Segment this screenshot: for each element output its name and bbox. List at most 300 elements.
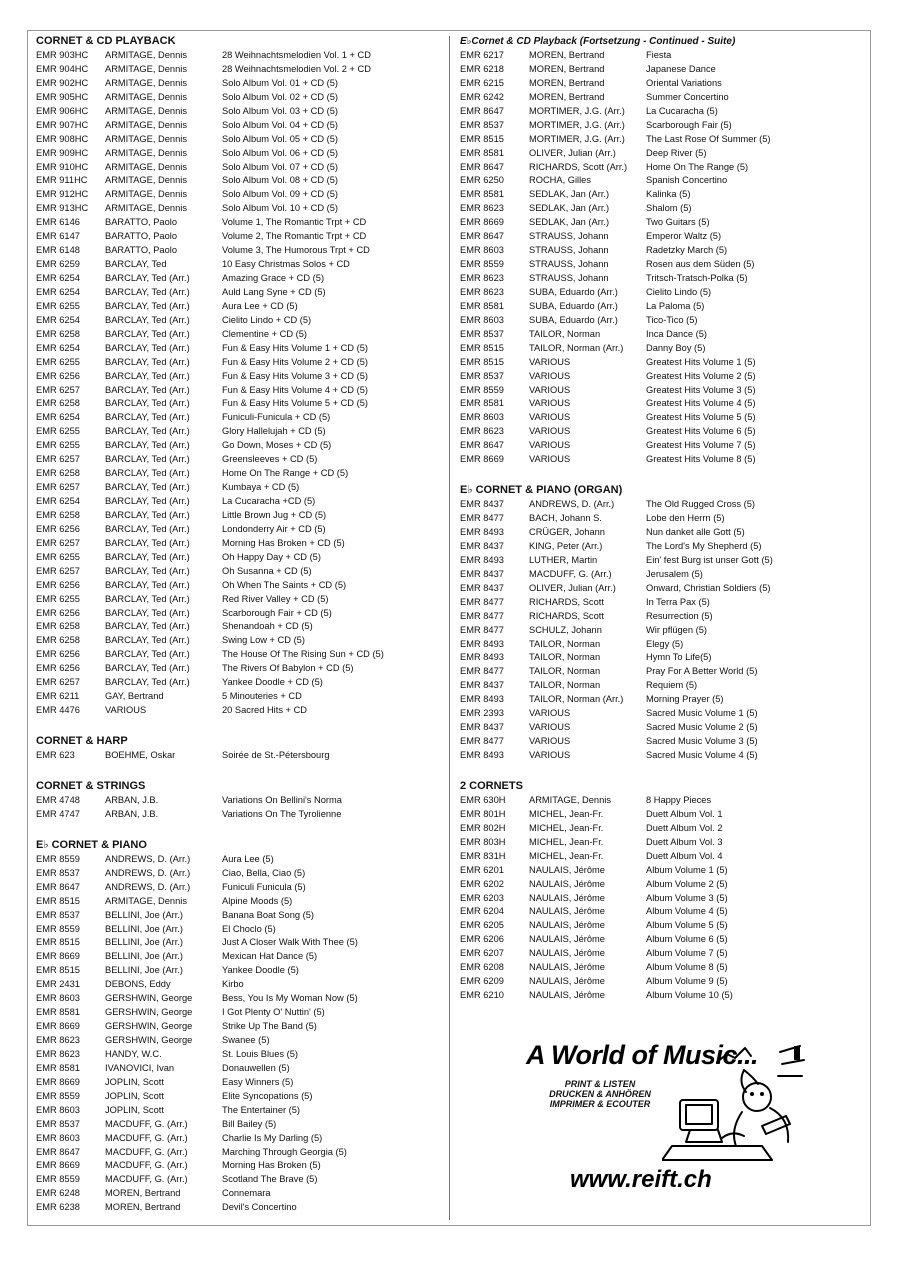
catalog-number: EMR 8437 bbox=[460, 582, 504, 593]
composer: MACDUFF, G. (Arr.) bbox=[105, 1160, 188, 1171]
catalog-row bbox=[460, 133, 868, 147]
work-title: Cielito Lindo (5) bbox=[646, 286, 712, 297]
work-title: Solo Album Vol. 04 + CD (5) bbox=[222, 119, 339, 130]
work-title: Bess, You Is My Woman Now (5) bbox=[222, 993, 358, 1004]
catalog-number: EMR 902HC bbox=[36, 77, 89, 88]
catalog-number: EMR 910HC bbox=[36, 161, 89, 172]
catalog-number: EMR 623 bbox=[36, 750, 75, 760]
composer: NAULAIS, Jérôme bbox=[529, 948, 605, 959]
composer: MICHEL, Jean-Fr. bbox=[529, 808, 604, 819]
catalog-number: EMR 4747 bbox=[36, 808, 80, 819]
catalog-number: EMR 8559 bbox=[460, 384, 504, 395]
catalog-row bbox=[36, 909, 444, 923]
catalog-number: EMR 6205 bbox=[460, 920, 504, 931]
work-title: The Old Rugged Cross (5) bbox=[646, 499, 756, 510]
work-title: Pray For A Better World (5) bbox=[646, 666, 758, 677]
catalog-row bbox=[460, 651, 868, 665]
section-title: E♭Cornet & CD Playback (Fortsetzung - Continued - Suite) bbox=[460, 36, 736, 47]
composer: VARIOUS bbox=[529, 708, 571, 719]
catalog-number: EMR 8477 bbox=[460, 596, 504, 607]
catalog-number: EMR 801H bbox=[460, 808, 506, 819]
catalog-row bbox=[36, 551, 444, 565]
work-title: Resurrection (5) bbox=[646, 610, 713, 621]
catalog-number: EMR 8477 bbox=[460, 513, 504, 524]
work-title: Danny Boy (5) bbox=[646, 342, 706, 353]
composer: VARIOUS bbox=[529, 426, 571, 437]
work-title: Funiculi Funicula (5) bbox=[222, 881, 306, 892]
catalog-number: EMR 6256 bbox=[36, 523, 80, 534]
column-divider bbox=[449, 36, 450, 1220]
catalog-number: EMR 8623 bbox=[460, 203, 504, 214]
catalog-row bbox=[36, 648, 444, 662]
catalog-row bbox=[460, 850, 868, 864]
composer: RICHARDS, Scott bbox=[529, 610, 604, 621]
catalog-row bbox=[36, 537, 444, 551]
logo-headline: A World of Music... bbox=[526, 1040, 758, 1070]
catalog-number: EMR 6218 bbox=[460, 63, 504, 74]
work-title: Sacred Music Volume 1 (5) bbox=[646, 708, 758, 719]
work-title: Japanese Dance bbox=[646, 63, 716, 74]
catalog-number: EMR 6204 bbox=[460, 906, 504, 917]
catalog-row bbox=[36, 1118, 444, 1132]
catalog-row bbox=[36, 63, 444, 77]
catalog-row bbox=[460, 498, 868, 512]
work-title: The Rivers Of Babylon + CD (5) bbox=[222, 663, 354, 674]
composer: BARCLAY, Ted (Arr.) bbox=[105, 370, 190, 381]
catalog-row bbox=[460, 49, 868, 63]
work-title: I Got Plenty O' Nuttin' (5) bbox=[222, 1007, 325, 1018]
catalog-row bbox=[36, 690, 444, 704]
composer: ARMITAGE, Dennis bbox=[105, 133, 187, 144]
composer: VARIOUS bbox=[529, 412, 571, 423]
catalog-row bbox=[36, 300, 444, 314]
catalog-number: EMR 6257 bbox=[36, 537, 80, 548]
catalog-number: EMR 8647 bbox=[36, 881, 80, 892]
work-title: Album Volume 1 (5) bbox=[646, 864, 728, 875]
work-title: Fiesta bbox=[646, 50, 672, 60]
work-title: Album Volume 6 (5) bbox=[646, 934, 728, 945]
catalog-number: EMR 8581 bbox=[460, 147, 504, 158]
catalog-row bbox=[36, 439, 444, 453]
work-title: Morning Has Broken + CD (5) bbox=[222, 537, 345, 548]
composer: BARCLAY, Ted (Arr.) bbox=[105, 551, 190, 562]
catalog-row bbox=[36, 356, 444, 370]
catalog-number: EMR 6211 bbox=[36, 691, 80, 702]
catalog-number: EMR 630H bbox=[460, 794, 506, 805]
catalog-number: EMR 8515 bbox=[36, 965, 80, 976]
catalog-row bbox=[460, 91, 868, 105]
catalog-number: EMR 8603 bbox=[36, 1132, 80, 1143]
catalog-number: EMR 6217 bbox=[460, 50, 504, 60]
catalog-number: EMR 6254 bbox=[36, 496, 80, 506]
section-title: 2 CORNETS bbox=[460, 779, 523, 792]
work-title: Fun & Easy Hits Volume 3 + CD (5) bbox=[222, 370, 368, 381]
catalog-number: EMR 6147 bbox=[36, 231, 80, 242]
work-title: Ciao, Bella, Ciao (5) bbox=[222, 867, 306, 878]
composer: ARMITAGE, Dennis bbox=[105, 203, 187, 214]
catalog-number: EMR 8669 bbox=[36, 1021, 80, 1032]
work-title: Hymn To Life(5) bbox=[646, 652, 712, 663]
catalog-row bbox=[460, 836, 868, 850]
catalog-number: EMR 6250 bbox=[460, 175, 504, 186]
section-title: CORNET & STRINGS bbox=[36, 779, 146, 792]
catalog-number: EMR 6258 bbox=[36, 635, 80, 646]
catalog-row bbox=[460, 216, 868, 230]
catalog-number: EMR 8647 bbox=[460, 231, 504, 242]
composer: TAILOR, Norman bbox=[529, 328, 601, 339]
catalog-number: EMR 6257 bbox=[36, 565, 80, 576]
catalog-row bbox=[460, 300, 868, 314]
work-title: Swing Low + CD (5) bbox=[222, 635, 305, 646]
work-title: Spanish Concertino bbox=[646, 175, 728, 186]
composer: BARCLAY, Ted (Arr.) bbox=[105, 314, 190, 325]
catalog-row bbox=[460, 174, 868, 188]
catalog-number: EMR 6215 bbox=[460, 77, 504, 88]
work-title: Elegy (5) bbox=[646, 638, 684, 649]
work-title: Duett Album Vol. 1 bbox=[646, 808, 723, 819]
catalog-row bbox=[460, 679, 868, 693]
logo-line-3: IMPRIMER & ECOUTER bbox=[549, 1099, 651, 1109]
logo-line-2: DRUCKEN & ANHÖREN bbox=[549, 1089, 651, 1099]
right-column bbox=[460, 34, 868, 1019]
work-title: Solo Album Vol. 05 + CD (5) bbox=[222, 133, 339, 144]
work-title: The Last Rose Of Summer (5) bbox=[646, 133, 771, 144]
composer: SEDLAK, Jan (Arr.) bbox=[529, 203, 610, 214]
catalog-number: EMR 6146 bbox=[36, 217, 80, 228]
work-title: Mexican Hat Dance (5) bbox=[222, 951, 318, 962]
catalog-row bbox=[36, 1146, 444, 1160]
work-title: Ein' fest Burg ist unser Gott (5) bbox=[646, 554, 773, 565]
catalog-number: EMR 8559 bbox=[36, 853, 80, 864]
catalog-row bbox=[36, 286, 444, 300]
catalog-row bbox=[36, 453, 444, 467]
work-title: Variations On Bellini's Norma bbox=[222, 794, 342, 805]
catalog-number: EMR 6201 bbox=[460, 864, 504, 875]
composer: BARCLAY, Ted (Arr.) bbox=[105, 384, 190, 395]
composer: VARIOUS bbox=[529, 398, 571, 409]
catalog-number: EMR 906HC bbox=[36, 105, 89, 116]
work-title: Sacred Music Volume 2 (5) bbox=[646, 722, 758, 733]
work-title: Aura Lee (5) bbox=[222, 853, 274, 864]
catalog-number: EMR 6256 bbox=[36, 663, 80, 674]
composer: ARMITAGE, Dennis bbox=[105, 119, 187, 130]
catalog-row bbox=[36, 397, 444, 411]
composer: BELLINI, Joe (Arr.) bbox=[105, 937, 184, 948]
composer: IVANOVICI, Ivan bbox=[105, 1062, 175, 1073]
catalog-number: EMR 8647 bbox=[460, 161, 504, 172]
catalog-number: EMR 8669 bbox=[36, 951, 80, 962]
catalog-number: EMR 909HC bbox=[36, 147, 89, 158]
composer: NAULAIS, Jérôme bbox=[529, 934, 605, 945]
work-title: Album Volume 8 (5) bbox=[646, 962, 728, 973]
catalog-number: EMR 6256 bbox=[36, 649, 80, 660]
work-title: Just A Closer Walk With Thee (5) bbox=[222, 937, 358, 948]
work-title: Soirée de St.-Pétersbourg bbox=[222, 750, 330, 760]
catalog-row bbox=[36, 230, 444, 244]
composer: BARCLAY, Ted (Arr.) bbox=[105, 342, 190, 353]
catalog-row bbox=[460, 568, 868, 582]
catalog-number: EMR 8669 bbox=[36, 1160, 80, 1171]
composer: VARIOUS bbox=[529, 356, 571, 367]
work-title: Greatest Hits Volume 6 (5) bbox=[646, 426, 756, 437]
composer: ARMITAGE, Dennis bbox=[105, 50, 187, 60]
work-title: Clementine + CD (5) bbox=[222, 328, 307, 339]
work-title: Oh Happy Day + CD (5) bbox=[222, 551, 321, 562]
catalog-row bbox=[36, 808, 444, 822]
composer: MICHEL, Jean-Fr. bbox=[529, 822, 604, 833]
catalog-number: EMR 8603 bbox=[460, 245, 504, 256]
composer: ARBAN, J.B. bbox=[105, 808, 159, 819]
work-title: Album Volume 10 (5) bbox=[646, 990, 733, 1001]
catalog-row bbox=[460, 119, 868, 133]
catalog-number: EMR 8623 bbox=[460, 426, 504, 437]
composer: NAULAIS, Jérôme bbox=[529, 976, 605, 987]
catalog-row bbox=[460, 230, 868, 244]
work-title: Solo Album Vol. 01 + CD (5) bbox=[222, 77, 339, 88]
work-title: Solo Album Vol. 09 + CD (5) bbox=[222, 189, 339, 200]
composer: VARIOUS bbox=[105, 705, 147, 716]
composer: TAILOR, Norman (Arr.) bbox=[529, 694, 624, 705]
composer: BARCLAY, Ted (Arr.) bbox=[105, 677, 190, 688]
catalog-number: EMR 8537 bbox=[36, 867, 80, 878]
catalog-number: EMR 6257 bbox=[36, 454, 80, 465]
catalog-row bbox=[36, 49, 444, 63]
catalog-row bbox=[36, 119, 444, 133]
work-title: Tico-Tico (5) bbox=[646, 314, 698, 325]
work-title: Scotland The Brave (5) bbox=[222, 1174, 318, 1185]
catalog-number: EMR 8623 bbox=[460, 286, 504, 297]
work-title: El Choclo (5) bbox=[222, 923, 276, 934]
catalog-row bbox=[460, 721, 868, 735]
work-title: Shalom (5) bbox=[646, 203, 692, 214]
composer: BARCLAY, Ted (Arr.) bbox=[105, 426, 190, 437]
catalog-row bbox=[36, 1076, 444, 1090]
catalog-number: EMR 6255 bbox=[36, 426, 80, 437]
composer: NAULAIS, Jérôme bbox=[529, 920, 605, 931]
catalog-number: EMR 8581 bbox=[36, 1007, 80, 1018]
catalog-row bbox=[460, 878, 868, 892]
work-title: Marching Through Georgia (5) bbox=[222, 1146, 347, 1157]
work-title: Home On The Range + CD (5) bbox=[222, 468, 349, 479]
work-title: Wir pflügen (5) bbox=[646, 624, 707, 635]
catalog-row bbox=[36, 77, 444, 91]
composer: VARIOUS bbox=[529, 384, 571, 395]
catalog-row bbox=[460, 526, 868, 540]
catalog-number: EMR 6259 bbox=[36, 259, 80, 270]
catalog-row bbox=[460, 794, 868, 808]
catalog-row bbox=[460, 453, 868, 467]
catalog-row bbox=[460, 596, 868, 610]
catalog-number: EMR 6210 bbox=[460, 990, 504, 1001]
catalog-number: EMR 8669 bbox=[36, 1076, 80, 1087]
catalog-row bbox=[36, 794, 444, 808]
catalog-row bbox=[460, 272, 868, 286]
composer: GERSHWIN, George bbox=[105, 1007, 193, 1018]
work-title: Scarborough Fair + CD (5) bbox=[222, 607, 332, 618]
composer: BARCLAY, Ted (Arr.) bbox=[105, 356, 190, 367]
catalog-number: EMR 2393 bbox=[460, 708, 504, 719]
composer: STRAUSS, Johann bbox=[529, 273, 609, 283]
work-title: Solo Album Vol. 10 + CD (5) bbox=[222, 203, 339, 214]
catalog-row bbox=[460, 147, 868, 161]
composer: CRÜGER, Johann bbox=[529, 527, 605, 537]
catalog-number: EMR 8559 bbox=[36, 1090, 80, 1101]
work-title: Fun & Easy Hits Volume 1 + CD (5) bbox=[222, 342, 368, 353]
catalog-row bbox=[36, 467, 444, 481]
work-title: Greatest Hits Volume 5 (5) bbox=[646, 412, 756, 423]
composer: DEBONS, Eddy bbox=[105, 979, 171, 990]
catalog-row bbox=[460, 624, 868, 638]
catalog-row bbox=[36, 91, 444, 105]
work-title: La Paloma (5) bbox=[646, 300, 705, 311]
catalog-row bbox=[460, 892, 868, 906]
catalog-row bbox=[460, 582, 868, 596]
work-title: The House Of The Rising Sun + CD (5) bbox=[222, 649, 384, 660]
catalog-number: EMR 6256 bbox=[36, 579, 80, 590]
catalog-row bbox=[36, 523, 444, 537]
catalog-row bbox=[460, 905, 868, 919]
catalog-number: EMR 6148 bbox=[36, 245, 80, 256]
work-title: Morning Prayer (5) bbox=[646, 694, 724, 705]
composer: OLIVER, Julian (Arr.) bbox=[529, 582, 616, 593]
composer: STRAUSS, Johann bbox=[529, 259, 609, 270]
composer: LUTHER, Martin bbox=[529, 554, 598, 565]
composer: MOREN, Bertrand bbox=[529, 91, 605, 102]
catalog-number: EMR 8537 bbox=[36, 909, 80, 920]
catalog-number: EMR 8623 bbox=[36, 1035, 80, 1045]
composer: SCHULZ, Johann bbox=[529, 624, 602, 635]
work-title: Oriental Variations bbox=[646, 77, 722, 88]
work-title: Summer Concertino bbox=[646, 91, 729, 102]
catalog-row bbox=[460, 161, 868, 175]
composer: ARMITAGE, Dennis bbox=[105, 63, 187, 74]
catalog-number: EMR 6255 bbox=[36, 440, 80, 451]
composer: MACDUFF, G. (Arr.) bbox=[105, 1146, 188, 1157]
composer: VARIOUS bbox=[529, 440, 571, 451]
work-title: Album Volume 7 (5) bbox=[646, 948, 728, 959]
work-title: Londonderry Air + CD (5) bbox=[222, 523, 326, 534]
composer: MACDUFF, G. (Arr.) bbox=[105, 1132, 188, 1143]
catalog-row bbox=[460, 947, 868, 961]
musician-cartoon-icon bbox=[662, 1042, 812, 1167]
catalog-number: EMR 6209 bbox=[460, 976, 504, 987]
work-title: Solo Album Vol. 07 + CD (5) bbox=[222, 161, 339, 172]
composer: ARMITAGE, Dennis bbox=[105, 161, 187, 172]
catalog-number: EMR 905HC bbox=[36, 91, 89, 102]
section-title: E♭ CORNET & PIANO (ORGAN) bbox=[460, 484, 623, 497]
composer: BARCLAY, Ted bbox=[105, 259, 167, 270]
catalog-number: EMR 8623 bbox=[36, 1048, 80, 1059]
composer: BELLINI, Joe (Arr.) bbox=[105, 951, 184, 962]
catalog-section bbox=[36, 734, 444, 763]
composer: ANDREWS, D. (Arr.) bbox=[529, 499, 615, 510]
catalog-row bbox=[460, 370, 868, 384]
composer: TAILOR, Norman (Arr.) bbox=[529, 342, 624, 353]
work-title: Tritsch-Tratsch-Polka (5) bbox=[646, 273, 748, 283]
catalog-row bbox=[460, 822, 868, 836]
catalog-row bbox=[460, 933, 868, 947]
composer: BARCLAY, Ted (Arr.) bbox=[105, 468, 190, 479]
work-title: Auld Lang Syne + CD (5) bbox=[222, 286, 326, 297]
composer: ARMITAGE, Dennis bbox=[105, 147, 187, 158]
catalog-row bbox=[36, 950, 444, 964]
composer: MOREN, Bertrand bbox=[105, 1202, 181, 1213]
catalog-row bbox=[460, 610, 868, 624]
composer: TAILOR, Norman bbox=[529, 680, 601, 691]
catalog-row bbox=[460, 808, 868, 822]
work-title: St. Louis Blues (5) bbox=[222, 1048, 298, 1059]
composer: MACDUFF, G. (Arr.) bbox=[105, 1174, 188, 1185]
catalog-section bbox=[36, 779, 444, 822]
composer: BARCLAY, Ted (Arr.) bbox=[105, 454, 190, 465]
catalog-row bbox=[36, 370, 444, 384]
catalog-section bbox=[36, 34, 444, 718]
composer: BARCLAY, Ted (Arr.) bbox=[105, 621, 190, 632]
work-title: Inca Dance (5) bbox=[646, 328, 707, 339]
catalog-row bbox=[36, 411, 444, 425]
catalog-row bbox=[36, 992, 444, 1006]
catalog-number: EMR 6255 bbox=[36, 356, 80, 367]
catalog-row bbox=[460, 693, 868, 707]
composer: NAULAIS, Jérôme bbox=[529, 864, 605, 875]
catalog-number: EMR 8515 bbox=[460, 133, 504, 144]
catalog-section bbox=[460, 34, 868, 467]
catalog-number: EMR 8559 bbox=[36, 923, 80, 934]
catalog-number: EMR 8537 bbox=[36, 1118, 80, 1129]
catalog-number: EMR 6255 bbox=[36, 593, 80, 604]
catalog-section bbox=[460, 779, 868, 1003]
catalog-number: EMR 908HC bbox=[36, 133, 89, 144]
catalog-row bbox=[36, 936, 444, 950]
composer: ANDREWS, D. (Arr.) bbox=[105, 867, 191, 878]
catalog-number: EMR 4748 bbox=[36, 794, 80, 805]
catalog-section bbox=[460, 483, 868, 763]
work-title: 28 Weihnachtsmelodien Vol. 2 + CD bbox=[222, 63, 371, 74]
catalog-number: EMR 2431 bbox=[36, 979, 80, 990]
composer: SUBA, Eduardo (Arr.) bbox=[529, 286, 618, 297]
work-title: Aura Lee + CD (5) bbox=[222, 300, 298, 311]
composer: MICHEL, Jean-Fr. bbox=[529, 836, 604, 847]
composer: VARIOUS bbox=[529, 750, 571, 760]
composer: MOREN, Bertrand bbox=[105, 1188, 181, 1199]
composer: BARCLAY, Ted (Arr.) bbox=[105, 412, 190, 423]
catalog-number: EMR 4476 bbox=[36, 705, 80, 716]
catalog-row bbox=[36, 509, 444, 523]
composer: ARMITAGE, Dennis bbox=[105, 77, 187, 88]
composer: JOPLIN, Scott bbox=[105, 1076, 164, 1087]
catalog-row bbox=[460, 328, 868, 342]
composer: BARCLAY, Ted (Arr.) bbox=[105, 398, 190, 409]
catalog-row bbox=[36, 1201, 444, 1215]
catalog-row bbox=[36, 328, 444, 342]
catalog-number: EMR 831H bbox=[460, 850, 506, 861]
catalog-number: EMR 803H bbox=[460, 836, 506, 847]
catalog-row bbox=[36, 1020, 444, 1034]
catalog-number: EMR 8603 bbox=[460, 314, 504, 325]
catalog-row bbox=[460, 188, 868, 202]
work-title: Two Guitars (5) bbox=[646, 217, 710, 228]
composer: ARBAN, J.B. bbox=[105, 794, 159, 805]
catalog-number: EMR 907HC bbox=[36, 119, 89, 130]
composer: JOPLIN, Scott bbox=[105, 1104, 164, 1115]
catalog-row bbox=[460, 707, 868, 721]
work-title: Charlie Is My Darling (5) bbox=[222, 1132, 323, 1143]
logo-url: www.reift.ch bbox=[570, 1166, 712, 1193]
catalog-number: EMR 8603 bbox=[460, 412, 504, 423]
catalog-number: EMR 913HC bbox=[36, 203, 89, 214]
work-title: Volume 1, The Romantic Trpt + CD bbox=[222, 217, 367, 228]
work-title: Duett Album Vol. 4 bbox=[646, 850, 723, 861]
